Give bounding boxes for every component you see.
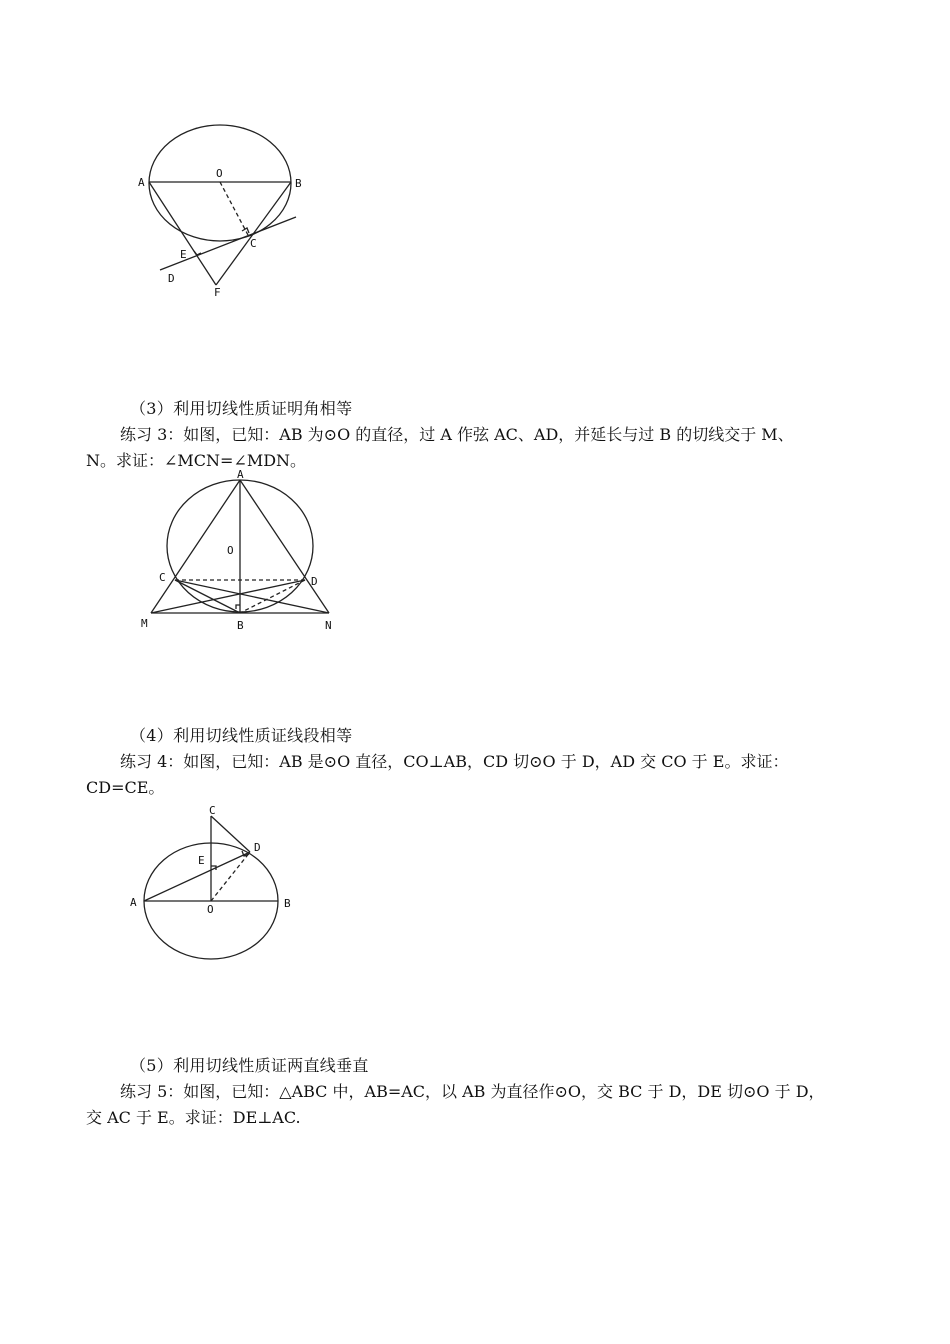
segment-dm	[151, 580, 305, 613]
segment-ad	[144, 852, 250, 901]
exercise-5-line-2: 交 AC 于 E。求证：DE⊥AC.	[86, 1108, 301, 1127]
segment-bf	[216, 182, 291, 285]
label-o: O	[227, 544, 234, 557]
label-c: C	[250, 237, 257, 250]
figure-1-svg	[130, 130, 310, 300]
label-a: A	[237, 468, 244, 481]
label-b: B	[284, 897, 291, 910]
exercise-3-line-1: 练习 3：如图，已知：AB 为⊙O 的直径，过 A 作弦 AC、AD，并延长与过 B 的切线交于 M、	[120, 425, 794, 444]
radius-od	[211, 852, 250, 901]
tangent-line-dc	[160, 217, 296, 270]
label-d: D	[311, 575, 318, 588]
label-a: A	[130, 896, 137, 909]
label-c: C	[159, 571, 166, 584]
exercise-3-line-2: N。求证：∠MCN=∠MDN。	[86, 451, 307, 470]
figure-3-svg	[128, 800, 303, 965]
section-4-heading: （4）利用切线性质证线段相等	[130, 726, 353, 745]
label-d: D	[254, 841, 261, 854]
label-e: E	[180, 248, 187, 261]
label-m: M	[141, 617, 148, 630]
figure-1-tangent-diagram	[130, 130, 310, 300]
section-3-heading: （3）利用切线性质证明角相等	[130, 399, 353, 418]
figure-2-svg	[135, 468, 345, 636]
label-n: N	[325, 619, 332, 632]
label-a: A	[138, 176, 145, 189]
label-e: E	[198, 854, 205, 867]
label-d: D	[168, 272, 175, 285]
label-c: C	[209, 804, 216, 817]
segment-an	[240, 480, 329, 613]
exercise-5-line-1: 练习 5：如图，已知：△ABC 中，AB=AC，以 AB 为直径作⊙O，交 BC 于 D，DE 切⊙O 于 D，	[120, 1082, 825, 1101]
label-b: B	[237, 619, 244, 632]
section-5-heading: （5）利用切线性质证两直线垂直	[130, 1056, 369, 1075]
exercise-4-line-2: CD=CE。	[86, 778, 165, 797]
figure-2-tangent-diagram	[135, 468, 345, 636]
radius-oc	[220, 182, 248, 235]
figure-3-tangent-diagram	[128, 800, 303, 965]
label-f: F	[214, 286, 221, 299]
tangent-cd	[211, 816, 250, 852]
label-b: B	[295, 177, 302, 190]
segment-cn	[175, 580, 329, 613]
right-angle-mark-c	[242, 228, 249, 233]
label-o: O	[207, 903, 214, 916]
segment-af	[149, 182, 216, 285]
exercise-4-line-1: 练习 4：如图，已知：AB 是⊙O 直径，CO⊥AB，CD 切⊙O 于 D，AD 交 CO 于 E。求证：	[120, 752, 789, 771]
label-o: O	[216, 167, 223, 180]
